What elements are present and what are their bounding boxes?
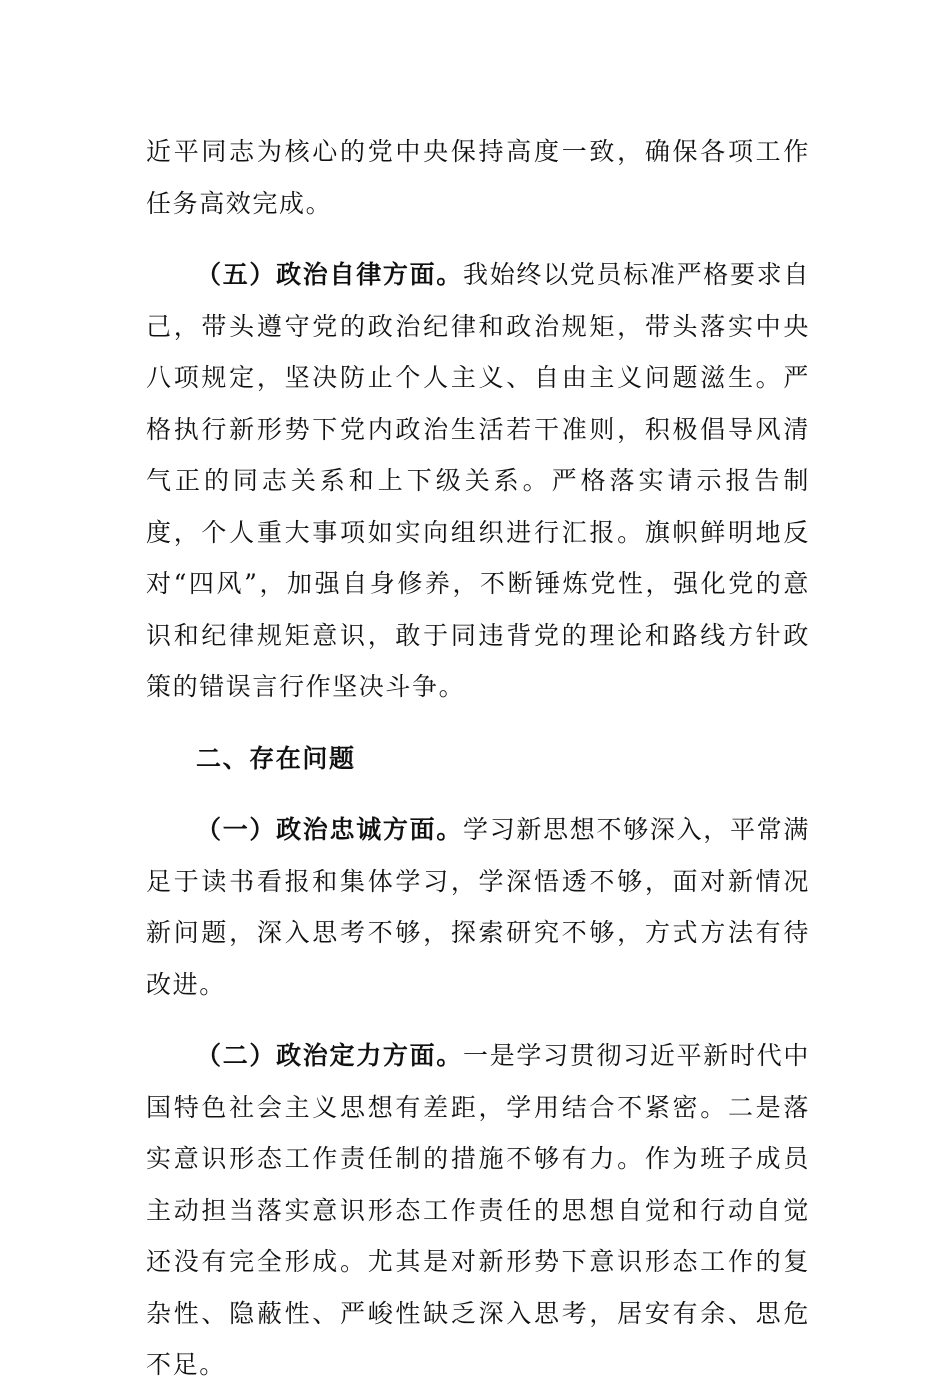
section-five-body: 我始终以党员标准严格要求自己，带头遵守党的政治纪律和政治规矩，带头落实中央八项规定，坚决防止个人主义、自由主义问题滋生。严格执行新形势下党内政治生活若干准则，积极倡导风清气正的同志关系和上下级关系。严格落实请示报告制度，个人重大事项如实向组织进行汇报。旗帜鲜明地反对“四风”，加强自身修养，不断锤炼党性，强化党的意识和纪律规矩意识，敢于同违背党的理论和路线方针政策的错误言行作坚决斗争。 <box>146 260 810 701</box>
continued-paragraph <box>146 126 810 229</box>
problem-one-lead: （一）政治忠诚方面。 <box>196 815 463 844</box>
document-body <box>146 126 810 1391</box>
problem-two-paragraph <box>146 1030 810 1391</box>
paragraph-gap <box>146 1010 810 1030</box>
section-five-paragraph <box>146 249 810 713</box>
section-heading-problems: 二、存在问题 <box>196 743 356 773</box>
problem-two-lead: （二）政治定力方面。 <box>196 1041 463 1070</box>
problem-one-paragraph <box>146 804 810 1010</box>
paragraph-gap <box>146 784 810 804</box>
problem-one-body: 学习新思想不够深入，平常满足于读书看报和集体学习，学深悟透不够，面对新情况新问题，深入思考不够，探索研究不够，方式方法有待改进。 <box>146 815 810 999</box>
problem-two-body: 一是学习贯彻习近平新时代中国特色社会主义思想有差距，学用结合不紧密。二是落实意识形态工作责任制的措施不够有力。作为班子成员主动担当落实意识形态工作责任的思想自觉和行动自觉还没有完全形成。尤其是对新形势下意识形态工作的复杂性、隐蔽性、严峻性缺乏深入思考，居安有余、思危不足。 <box>146 1041 810 1379</box>
continued-text: 近平同志为核心的党中央保持高度一致，确保各项工作任务高效完成。 <box>146 137 810 218</box>
section-five-lead: （五）政治自律方面。 <box>196 260 463 289</box>
paragraph-gap <box>146 713 810 733</box>
paragraph-gap <box>146 229 810 249</box>
